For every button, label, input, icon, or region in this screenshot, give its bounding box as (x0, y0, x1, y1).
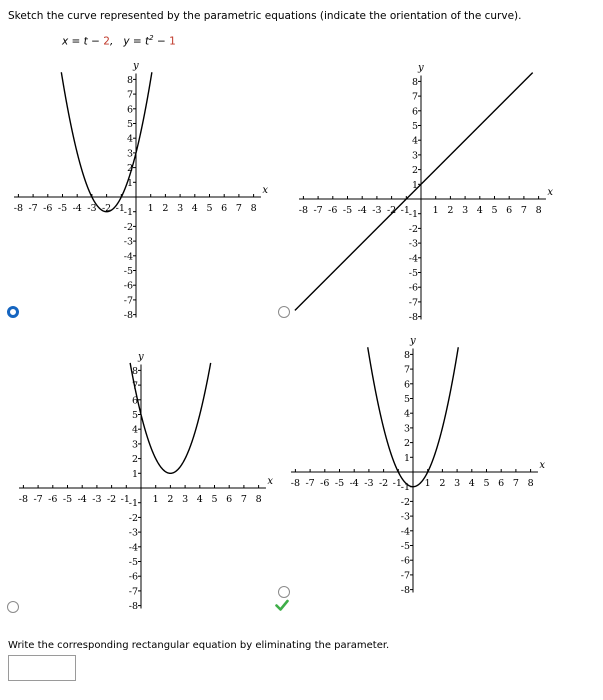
y-tick-label: -2 (123, 221, 133, 233)
x-tick-label: -8 (13, 203, 24, 214)
x-tick-label: -6 (43, 203, 53, 214)
x-tick-label: -2 (101, 203, 112, 214)
y-tick-label: -7 (123, 295, 133, 307)
y-tick-label: -8 (128, 601, 138, 613)
x-tick-label: 2 (162, 203, 169, 214)
y-tick-label: 4 (403, 408, 410, 420)
x-tick-label: -3 (87, 203, 97, 214)
y-tick-label: 6 (131, 395, 138, 407)
x-tick-label: 1 (432, 205, 439, 216)
y-tick-label: 2 (403, 438, 410, 450)
y-tick-label: -6 (400, 555, 410, 567)
radio-option-d[interactable] (278, 586, 290, 598)
y-tick-label: -6 (128, 571, 138, 583)
y-tick-label: 6 (126, 104, 133, 116)
x-tick-label: 5 (483, 478, 490, 489)
x-tick-label: -7 (305, 478, 315, 489)
x-tick-label: -4 (77, 494, 87, 505)
x-tick-label: 5 (491, 205, 498, 216)
y-axis-label: y (418, 62, 424, 74)
x-tick-label: -5 (334, 478, 345, 489)
x-tick-label: 7 (512, 478, 519, 489)
x-tick-label: -2 (386, 205, 397, 216)
y-tick-label: 8 (126, 74, 133, 86)
y-tick-label: -8 (400, 585, 410, 597)
y-tick-label: 7 (131, 380, 138, 392)
y-tick-label: 2 (131, 454, 138, 466)
x-tick-label: 4 (196, 494, 203, 505)
x-tick-label: -1 (120, 494, 130, 505)
x-tick-label: 3 (182, 494, 189, 505)
y-tick-label: -5 (128, 557, 138, 568)
x-tick-label: 7 (520, 205, 527, 216)
y-tick-label: -3 (408, 238, 418, 250)
graph-option-b (290, 58, 554, 324)
y-tick-label: 8 (403, 349, 410, 361)
x-tick-label: 3 (454, 478, 461, 489)
y-tick-label: 8 (411, 76, 418, 88)
checkmark-icon (275, 598, 289, 612)
y-tick-label: -2 (128, 512, 138, 524)
x-tick-label: -4 (349, 478, 359, 489)
x-tick-label: -2 (378, 478, 389, 489)
x-tick-label: -6 (48, 494, 58, 505)
x-tick-label: -1 (115, 203, 125, 214)
x-tick-label: 4 (468, 478, 475, 489)
radio-option-c[interactable] (7, 601, 19, 613)
x-tick-label: 4 (191, 203, 198, 214)
x-tick-label: 5 (211, 494, 218, 505)
x-tick-label: -7 (33, 494, 43, 505)
y-tick-label: -1 (123, 207, 133, 219)
x-axis-label: x (267, 476, 274, 487)
y-tick-label: 1 (411, 179, 418, 191)
x-tick-label: 3 (462, 205, 469, 216)
y-tick-label: 4 (131, 424, 138, 436)
x-tick-label: 5 (206, 203, 213, 214)
y-tick-label: -8 (408, 312, 418, 324)
x-tick-label: 6 (498, 478, 505, 489)
y-tick-label: 3 (126, 148, 133, 160)
x-tick-label: -7 (28, 203, 38, 214)
parametric-equations: x = t − 2, $y = t^2 - 1$ (62, 34, 176, 48)
y-tick-label: -4 (408, 253, 418, 265)
y-tick-label: -5 (408, 268, 418, 279)
y-tick-label: 1 (403, 452, 410, 464)
y-tick-label: -4 (400, 526, 410, 538)
curve (61, 72, 152, 211)
y-tick-label: 3 (403, 423, 410, 435)
y-axis-label: y (410, 335, 416, 347)
y-tick-label: -7 (408, 297, 418, 309)
x-tick-label: 1 (147, 203, 154, 214)
y-tick-label: 3 (131, 439, 138, 451)
y-tick-label: 5 (131, 410, 138, 421)
question-text: Sketch the curve represented by the parametric equations (indicate the orientation of the curve). (8, 10, 522, 22)
y-tick-label: -1 (408, 209, 418, 221)
x-tick-label: 8 (250, 203, 257, 214)
y-tick-label: -5 (400, 541, 410, 552)
y-tick-label: -6 (408, 282, 418, 294)
x-tick-label: -3 (364, 478, 374, 489)
x-tick-label: 2 (167, 494, 174, 505)
x-tick-label: -1 (392, 478, 402, 489)
x-tick-label: -6 (328, 205, 338, 216)
graph-option-c (20, 350, 280, 612)
y-tick-label: -6 (123, 280, 133, 292)
x-tick-label: -5 (57, 203, 68, 214)
x-tick-label: 8 (535, 205, 542, 216)
y-tick-label: 5 (126, 119, 133, 130)
y-tick-label: -4 (128, 542, 138, 554)
y-tick-label: 1 (126, 177, 133, 189)
x-tick-label: 6 (221, 203, 228, 214)
y-tick-label: 6 (411, 106, 418, 118)
y-tick-label: 6 (403, 379, 410, 391)
y-axis-label: y (133, 60, 139, 72)
y-tick-label: -3 (400, 511, 410, 523)
rectangular-equation-input[interactable] (8, 655, 76, 681)
x-tick-label: 8 (527, 478, 534, 489)
y-tick-label: 2 (411, 165, 418, 177)
x-tick-label: 6 (226, 494, 233, 505)
y-tick-label: 4 (126, 133, 133, 145)
y-tick-label: -5 (123, 266, 133, 277)
graph-option-d (290, 335, 550, 602)
x-tick-label: 6 (506, 205, 513, 216)
x-tick-label: -4 (72, 203, 82, 214)
y-tick-label: -8 (123, 310, 133, 322)
y-tick-label: -1 (400, 482, 410, 494)
y-tick-label: 1 (131, 468, 138, 480)
x-tick-label: 1 (424, 478, 431, 489)
y-tick-label: 2 (126, 163, 133, 175)
x-tick-label: 2 (439, 478, 446, 489)
x-tick-label: -8 (18, 494, 29, 505)
y-tick-label: -7 (128, 586, 138, 598)
x-tick-label: 8 (255, 494, 262, 505)
y-tick-label: -7 (400, 570, 410, 582)
x-tick-label: -1 (400, 205, 410, 216)
graph-option-a (13, 58, 280, 322)
x-tick-label: 1 (152, 494, 159, 505)
x-tick-label: -7 (313, 205, 323, 216)
radio-option-b[interactable] (278, 306, 290, 318)
x-tick-label: -5 (342, 205, 353, 216)
y-tick-label: 7 (403, 364, 410, 376)
radio-option-a[interactable] (7, 306, 19, 318)
curve (130, 363, 211, 473)
x-tick-label: -5 (62, 494, 73, 505)
y-tick-label: -4 (123, 251, 133, 263)
x-tick-label: -8 (298, 205, 309, 216)
rectangular-equation-prompt: Write the corresponding rectangular equation by eliminating the parameter. (8, 640, 390, 651)
y-tick-label: -1 (128, 498, 138, 510)
x-tick-label: -4 (357, 205, 367, 216)
y-tick-label: 5 (403, 394, 410, 405)
x-tick-label: 3 (177, 203, 184, 214)
y-tick-label: -3 (128, 527, 138, 539)
y-tick-label: 8 (131, 365, 138, 377)
x-tick-label: 2 (447, 205, 454, 216)
x-tick-label: 4 (476, 205, 483, 216)
y-tick-label: -3 (123, 236, 133, 248)
y-tick-label: 7 (126, 89, 133, 101)
x-tick-label: -2 (106, 494, 117, 505)
x-tick-label: 7 (235, 203, 242, 214)
y-tick-label: 5 (411, 121, 418, 132)
y-tick-label: 7 (411, 91, 418, 103)
x-tick-label: -6 (320, 478, 330, 489)
y-tick-label: -2 (408, 223, 418, 235)
y-tick-label: 4 (411, 135, 418, 147)
y-axis-label: y (138, 351, 144, 363)
x-tick-label: -3 (372, 205, 382, 216)
x-axis-label: x (547, 187, 554, 198)
x-tick-label: -3 (92, 494, 102, 505)
x-axis-label: x (262, 185, 269, 196)
x-axis-label: x (539, 460, 546, 471)
x-tick-label: 7 (240, 494, 247, 505)
y-tick-label: 3 (411, 150, 418, 162)
x-tick-label: -8 (290, 478, 301, 489)
y-tick-label: -2 (400, 496, 410, 508)
